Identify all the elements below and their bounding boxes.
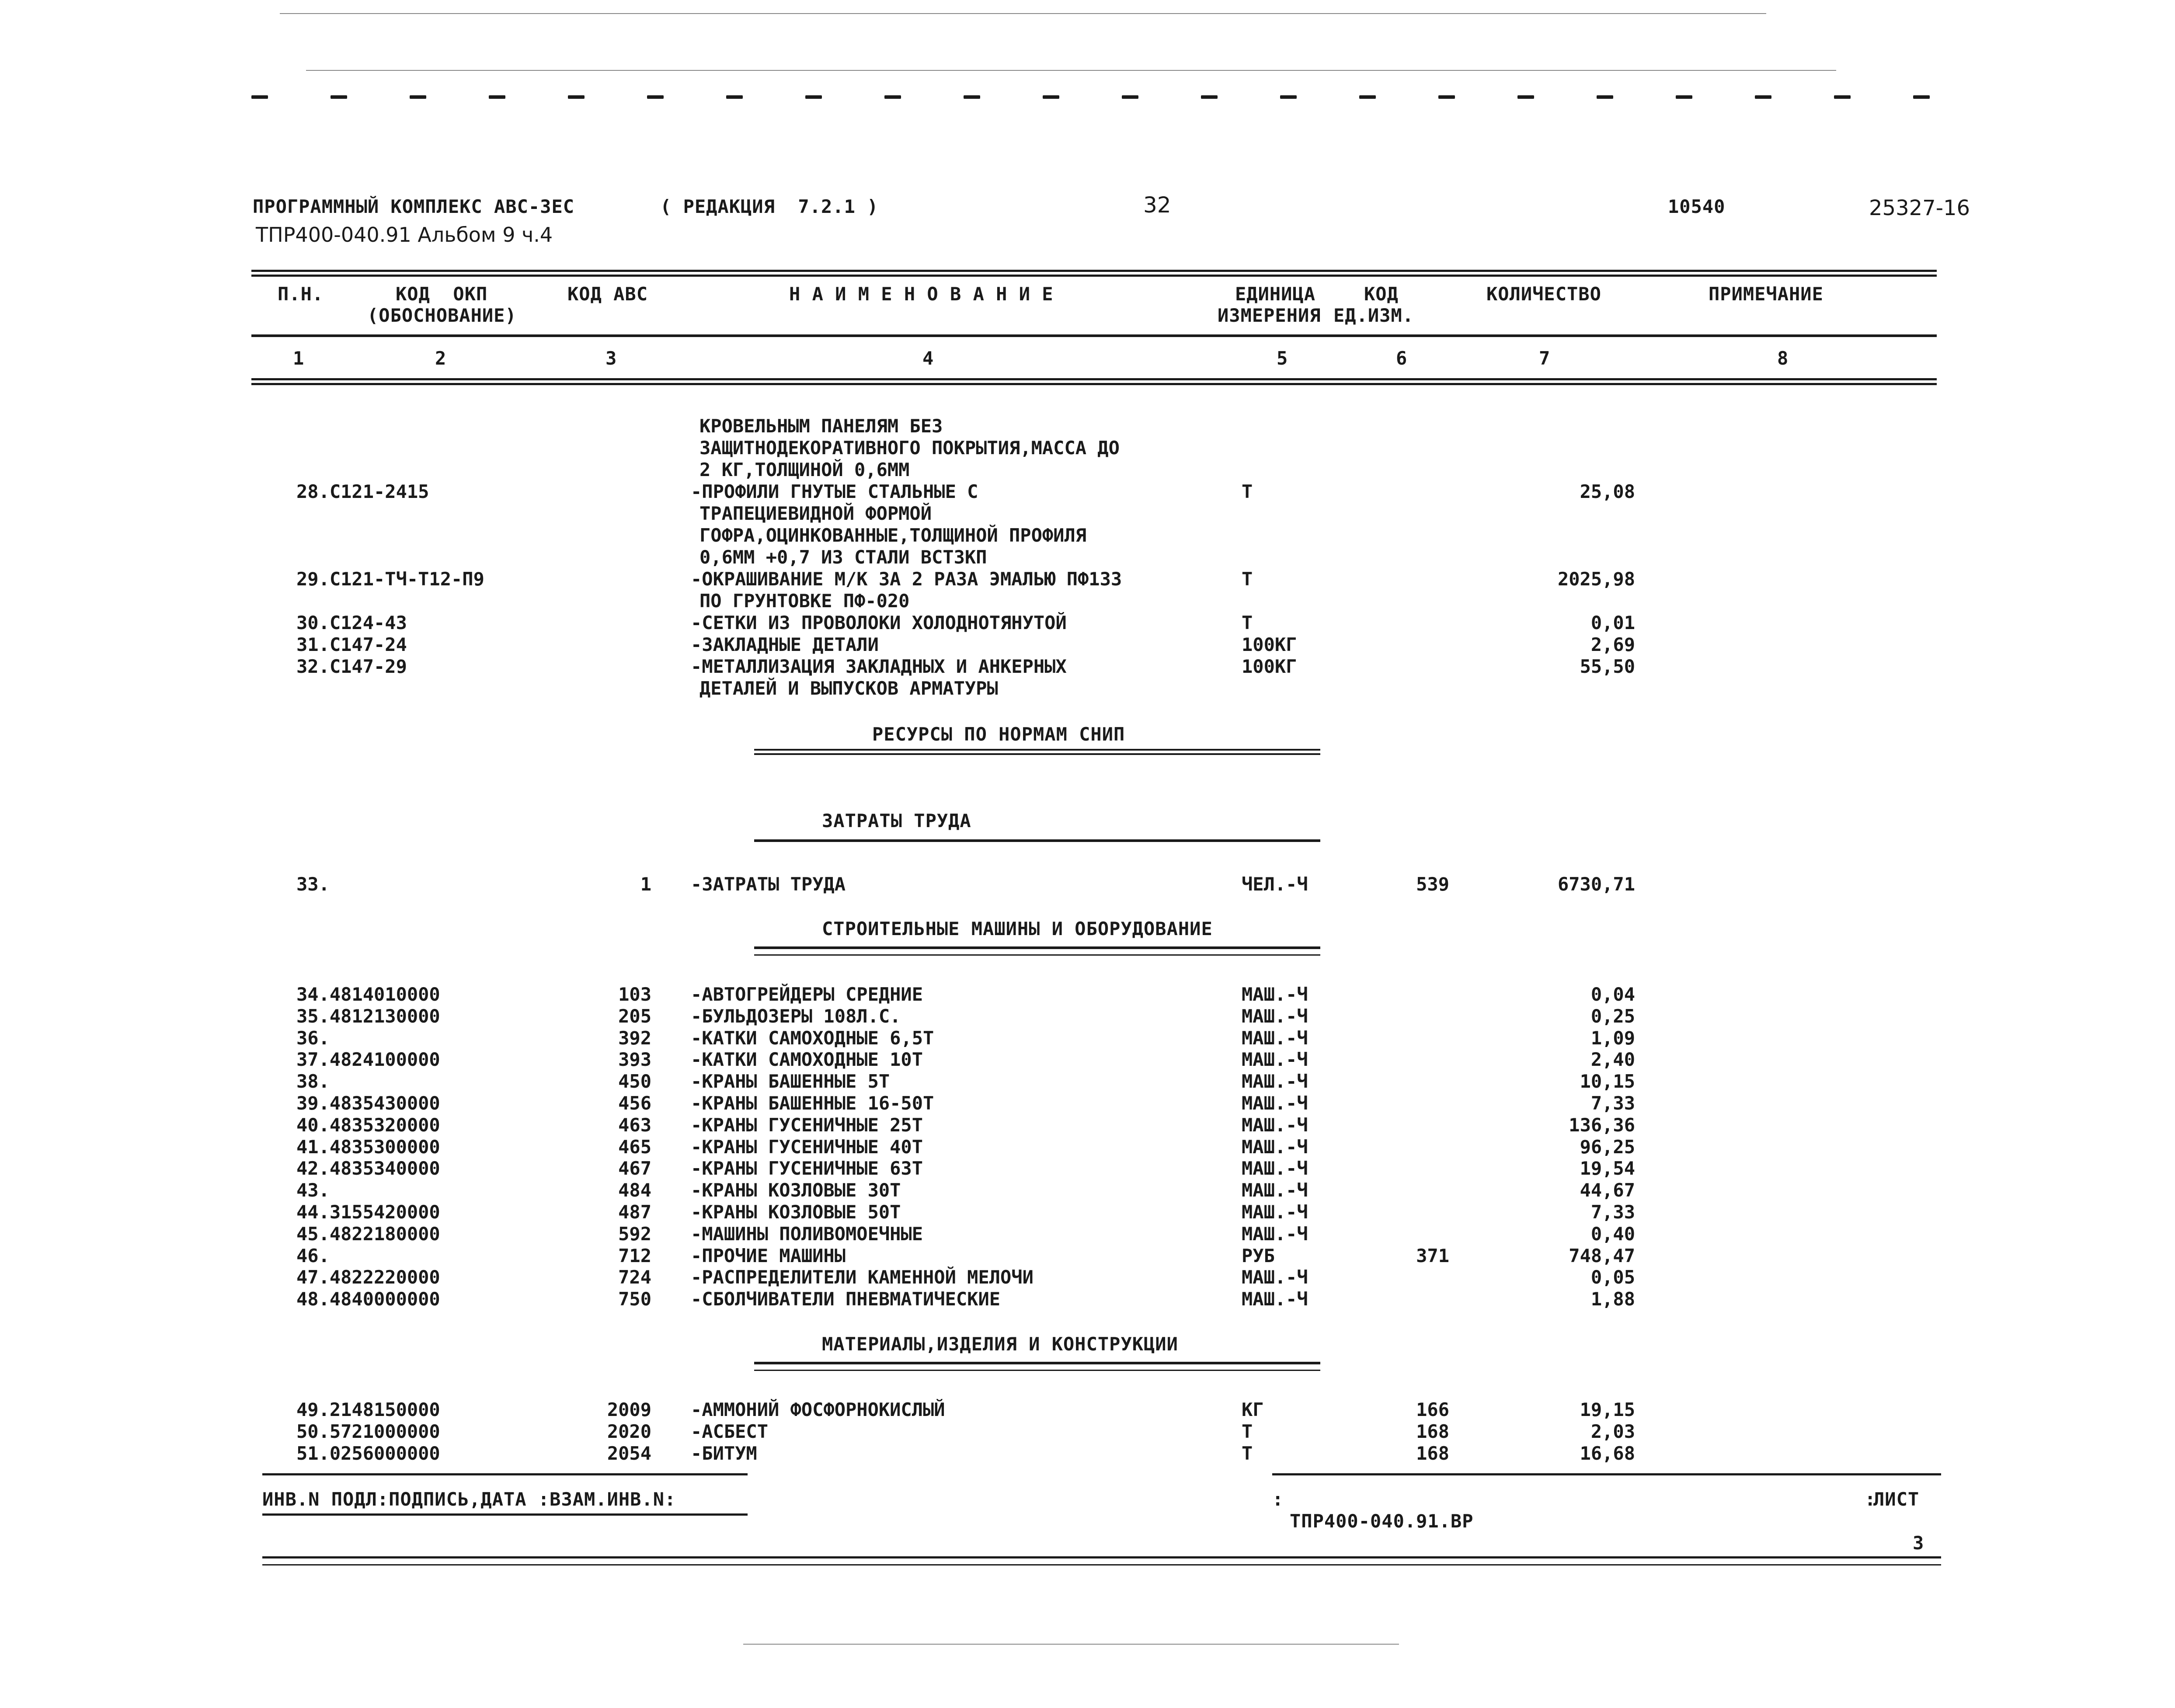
dash-mark [331,95,347,99]
row-number: 37.4824100000 [296,1049,440,1071]
row-unit: МАШ.-Ч [1242,1158,1308,1179]
row-quantity: 25,08 [1580,481,1635,502]
row-abc-code: 2054 [607,1443,651,1464]
col-unit-header: ЕДИНИЦА [1235,283,1316,305]
footer-sheet-label: ЛИСТ [1873,1489,1920,1510]
header-top-rule [251,270,1937,272]
row-unit: МАШ.-Ч [1242,1071,1308,1092]
header-bottom-rule [251,378,1937,380]
row-name: -КАТКИ САМОХОДНЫЕ 10Т [691,1049,923,1071]
row-number: 51.0256000000 [296,1443,440,1464]
col-okp-header-2: (ОБОСНОВАНИЕ) [367,305,517,326]
row-name: -КРАНЫ КОЗЛОВЫЕ 30Т [691,1179,901,1201]
row-quantity: 0,40 [1590,1223,1635,1245]
section-materials-underline [754,1362,1320,1364]
row-unit: ЧЕЛ.-Ч [1242,873,1308,895]
column-number: 6 [1396,348,1408,369]
row-number: 43. [296,1179,330,1201]
row-unit: МАШ.-Ч [1242,1114,1308,1136]
dash-mark [489,95,505,99]
footer-doc-code: ТПР400-040.91.ВР [1290,1510,1474,1532]
column-number: 7 [1539,348,1551,369]
row-name: -СБОЛЧИВАТЕЛИ ПНЕВМАТИЧЕСКИЕ [691,1288,1001,1310]
dash-mark [1438,95,1455,99]
row-name: -ОКРАШИВАНИЕ М/К ЗА 2 РАЗА ЭМАЛЬЮ ПФ133 [691,568,1122,590]
section-labor-title: ЗАТРАТЫ ТРУДА [822,810,971,831]
row-number: 38. [296,1071,330,1092]
edition-label: ( РЕДАКЦИЯ 7.2.1 ) [660,196,879,217]
row-number: 31.С147-24 [296,634,407,655]
col-pn-header: П.Н. [278,283,324,305]
row-number: 28.С121-2415 [296,481,429,502]
program-title: ПРОГРАММНЫЙ КОМПЛЕКС АВС-3ЕС [253,196,575,217]
continued-line: ЗАЩИТНОДЕКОРАТИВНОГО ПОКРЫТИЯ,МАССА ДО [699,437,1120,459]
row-number: 34.4814010000 [296,984,440,1005]
column-number: 8 [1777,348,1789,369]
section-resources-underline [754,749,1320,751]
row-number: 46. [296,1245,330,1266]
dash-mark [1676,95,1692,99]
row-unit: МАШ.-Ч [1242,984,1308,1005]
row-number: 42.4835340000 [296,1158,440,1179]
dash-mark [1597,95,1613,99]
row-quantity: 748,47 [1569,1245,1635,1266]
row-abc-code: 463 [618,1114,651,1136]
row-name: -КРАНЫ ГУСЕНИЧНЫЕ 63Т [691,1158,923,1179]
footer-inv-label: ИНВ.N ПОДЛ:ПОДПИСЬ,ДАТА :ВЗАМ.ИНВ.N: [262,1489,676,1510]
row-quantity: 2,40 [1590,1049,1635,1071]
column-number: 3 [606,348,617,369]
row-name: -ЗАКЛАДНЫЕ ДЕТАЛИ [691,634,879,655]
footer-sep-2: : [1865,1489,1876,1510]
row-number: 41.4835300000 [296,1136,440,1158]
row-number: 50.5721000000 [296,1421,440,1442]
row-unit: 100КГ [1242,656,1297,677]
dash-mark [410,95,426,99]
row-abc-code: 393 [618,1049,651,1071]
header-code-1: 10540 [1668,196,1726,217]
dash-mark [1834,95,1851,99]
row-abc-code: 465 [618,1136,651,1158]
row-quantity: 19,54 [1580,1158,1635,1179]
row-unit: Т [1242,1443,1253,1464]
row-unit-code: 168 [1416,1443,1449,1464]
row-quantity: 0,01 [1590,612,1635,633]
row-name: -ПРОЧИЕ МАШИНЫ [691,1245,846,1266]
section-machines-underline-2 [754,954,1320,956]
footer-right-rule [1272,1473,1941,1475]
row-name: -ЗАТРАТЫ ТРУДА [691,873,846,895]
row-name: -СЕТКИ ИЗ ПРОВОЛОКИ ХОЛОДНОТЯНУТОЙ [691,612,1067,633]
section-resources-title: РЕСУРСЫ ПО НОРМАМ СНИП [872,724,1125,745]
footer-left-rule-2 [262,1513,748,1516]
col-qty-header: КОЛИЧЕСТВО [1486,283,1601,305]
dash-mark [1122,95,1138,99]
row-quantity: 0,05 [1590,1266,1635,1288]
row-quantity: 1,88 [1590,1288,1635,1310]
row-number: 36. [296,1027,330,1049]
row-quantity: 1,09 [1590,1027,1635,1049]
row-quantity: 7,33 [1590,1201,1635,1223]
row-quantity: 16,68 [1580,1443,1635,1464]
row-name: -КРАНЫ ГУСЕНИЧНЫЕ 40Т [691,1136,923,1158]
row-quantity: 6730,71 [1557,873,1635,895]
row-abc-code: 750 [618,1288,651,1310]
top-scan-line [280,13,1766,14]
row-number: 39.4835430000 [296,1092,440,1114]
row-name: -БУЛЬДОЗЕРЫ 108Л.С. [691,1005,901,1027]
row-quantity: 2,69 [1590,634,1635,655]
col-note-header: ПРИМЕЧАНИЕ [1709,283,1824,305]
row-abc-code: 724 [618,1266,651,1288]
continued-line: 2 КГ,ТОЛЩИНОЙ 0,6ММ [699,459,910,480]
row-number: 49.2148150000 [296,1399,440,1420]
row-quantity: 10,15 [1580,1071,1635,1092]
column-number: 2 [435,348,447,369]
row-unit: МАШ.-Ч [1242,1288,1308,1310]
continued-line: КРОВЕЛЬНЫМ ПАНЕЛЯМ БЕЗ [699,415,943,437]
row-unit-code: 168 [1416,1421,1449,1442]
row-abc-code: 487 [618,1201,651,1223]
row-number: 45.4822180000 [296,1223,440,1245]
section-materials-underline-2 [754,1370,1320,1371]
footer-bottom-rule [262,1556,1941,1558]
row-unit: МАШ.-Ч [1242,1136,1308,1158]
column-number: 5 [1277,348,1288,369]
dash-mark [251,95,268,99]
dash-mark [805,95,822,99]
row-name-continued: ГОФРА,ОЦИНКОВАННЫЕ,ТОЛЩИНОЙ ПРОФИЛЯ [699,525,1087,546]
column-number: 1 [293,348,305,369]
column-number: 4 [922,348,934,369]
row-number: 35.4812130000 [296,1005,440,1027]
row-unit: РУБ [1242,1245,1275,1266]
section-machines-title: СТРОИТЕЛЬНЫЕ МАШИНЫ И ОБОРУДОВАНИЕ [822,918,1213,939]
row-name-continued: ПО ГРУНТОВКЕ ПФ-020 [699,590,910,612]
row-name: -КАТКИ САМОХОДНЫЕ 6,5Т [691,1027,934,1049]
dash-mark [1755,95,1771,99]
row-unit: МАШ.-Ч [1242,1092,1308,1114]
row-abc-code: 592 [618,1223,651,1245]
row-unit: МАШ.-Ч [1242,1223,1308,1245]
bottom-scan-line [743,1644,1399,1645]
row-name: -КРАНЫ БАШЕННЫЕ 5Т [691,1071,890,1092]
dash-mark [1201,95,1218,99]
header-code-2: 25327-16 [1869,196,1970,220]
col-ucode-header-2: ЕД.ИЗМ. [1333,305,1414,326]
row-number: 33. [296,873,330,895]
row-unit: Т [1242,1421,1253,1442]
dash-mark [964,95,980,99]
col-okp-header: КОД ОКП [396,283,488,305]
row-abc-code: 712 [618,1245,651,1266]
row-quantity: 136,36 [1569,1114,1635,1136]
row-unit-code: 166 [1416,1399,1449,1420]
row-quantity: 19,15 [1580,1399,1635,1420]
row-quantity: 0,25 [1590,1005,1635,1027]
row-unit-code: 539 [1416,873,1449,895]
col-unit-header-2: ИЗМЕРЕНИЯ [1218,305,1321,326]
dash-mark [1280,95,1297,99]
dash-mark [1359,95,1376,99]
row-abc-code: 456 [618,1092,651,1114]
col-abc-header: КОД АВС [567,283,648,305]
album-label: ТПР400-040.91 Альбом 9 ч.4 [256,223,553,247]
row-name: -ПРОФИЛИ ГНУТЫЕ СТАЛЬНЫЕ С [691,481,978,502]
header-mid-rule [251,334,1937,337]
row-abc-code: 103 [618,984,651,1005]
row-number: 32.С147-29 [296,656,407,677]
dash-mark [647,95,664,99]
dash-mark [568,95,585,99]
row-number: 29.С121-ТЧ-Т12-П9 [296,568,484,590]
row-name: -АСБЕСТ [691,1421,769,1442]
row-quantity: 44,67 [1580,1179,1635,1201]
row-name: -РАСПРЕДЕЛИТЕЛИ КАМЕННОЙ МЕЛОЧИ [691,1266,1034,1288]
row-number: 30.С124-43 [296,612,407,633]
top-scan-line-2 [306,70,1836,71]
row-name: -БИТУМ [691,1443,757,1464]
dash-mark [1043,95,1059,99]
row-number: 40.4835320000 [296,1114,440,1136]
row-quantity: 55,50 [1580,656,1635,677]
row-unit: МАШ.-Ч [1242,1266,1308,1288]
row-name: -МЕТАЛЛИЗАЦИЯ ЗАКЛАДНЫХ И АНКЕРНЫХ [691,656,1067,677]
row-unit: МАШ.-Ч [1242,1049,1308,1071]
row-unit: КГ [1242,1399,1264,1420]
row-number: 47.4822220000 [296,1266,440,1288]
section-labor-underline [754,839,1320,842]
col-name-header: Н А И М Е Н О В А Н И Е [789,283,1054,305]
col-ucode-header: КОД [1364,283,1399,305]
row-unit: МАШ.-Ч [1242,1027,1308,1049]
row-unit: Т [1242,612,1253,633]
row-unit: МАШ.-Ч [1242,1005,1308,1027]
row-unit: Т [1242,481,1253,502]
row-quantity: 2025,98 [1557,568,1635,590]
row-number: 48.4840000000 [296,1288,440,1310]
row-name-continued: 0,6ММ +0,7 ИЗ СТАЛИ ВСТ3КП [699,546,987,568]
dash-mark [726,95,743,99]
row-quantity: 7,33 [1590,1092,1635,1114]
section-machines-underline [754,946,1320,949]
section-materials-title: МАТЕРИАЛЫ,ИЗДЕЛИЯ И КОНСТРУКЦИИ [822,1333,1178,1355]
footer-sheet-number: 3 [1913,1532,1924,1554]
row-unit-code: 371 [1416,1245,1449,1266]
row-abc-code: 2009 [607,1399,651,1420]
row-unit: 100КГ [1242,634,1297,655]
dash-mark [884,95,901,99]
dash-mark [1913,95,1930,99]
row-abc-code: 450 [618,1071,651,1092]
row-abc-code: 1 [640,873,651,895]
row-name: -КРАНЫ КОЗЛОВЫЕ 50Т [691,1201,901,1223]
row-name-continued: ДЕТАЛЕЙ И ВЫПУСКОВ АРМАТУРЫ [699,678,998,699]
row-unit: МАШ.-Ч [1242,1179,1308,1201]
row-quantity: 0,04 [1590,984,1635,1005]
row-number: 44.3155420000 [296,1201,440,1223]
row-name-continued: ТРАПЕЦИЕВИДНОЙ ФОРМОЙ [699,503,932,524]
row-name: -АВТОГРЕЙДЕРЫ СРЕДНИЕ [691,984,923,1005]
row-abc-code: 392 [618,1027,651,1049]
page-number: 32 [1143,192,1171,218]
row-name: -МАШИНЫ ПОЛИВОМОЕЧНЫЕ [691,1223,923,1245]
row-name: -КРАНЫ БАШЕННЫЕ 16-50Т [691,1092,934,1114]
row-unit: МАШ.-Ч [1242,1201,1308,1223]
row-abc-code: 205 [618,1005,651,1027]
footer-left-rule [262,1473,748,1475]
row-quantity: 2,03 [1590,1421,1635,1442]
row-abc-code: 2020 [607,1421,651,1442]
row-abc-code: 484 [618,1179,651,1201]
footer-bottom-rule-2 [262,1564,1941,1565]
row-name: -КРАНЫ ГУСЕНИЧНЫЕ 25Т [691,1114,923,1136]
footer-sep-1: : [1272,1489,1284,1510]
row-unit: Т [1242,568,1253,590]
row-abc-code: 467 [618,1158,651,1179]
row-name: -АММОНИЙ ФОСФОРНОКИСЛЫЙ [691,1399,945,1420]
row-quantity: 96,25 [1580,1136,1635,1158]
dash-mark [1517,95,1534,99]
